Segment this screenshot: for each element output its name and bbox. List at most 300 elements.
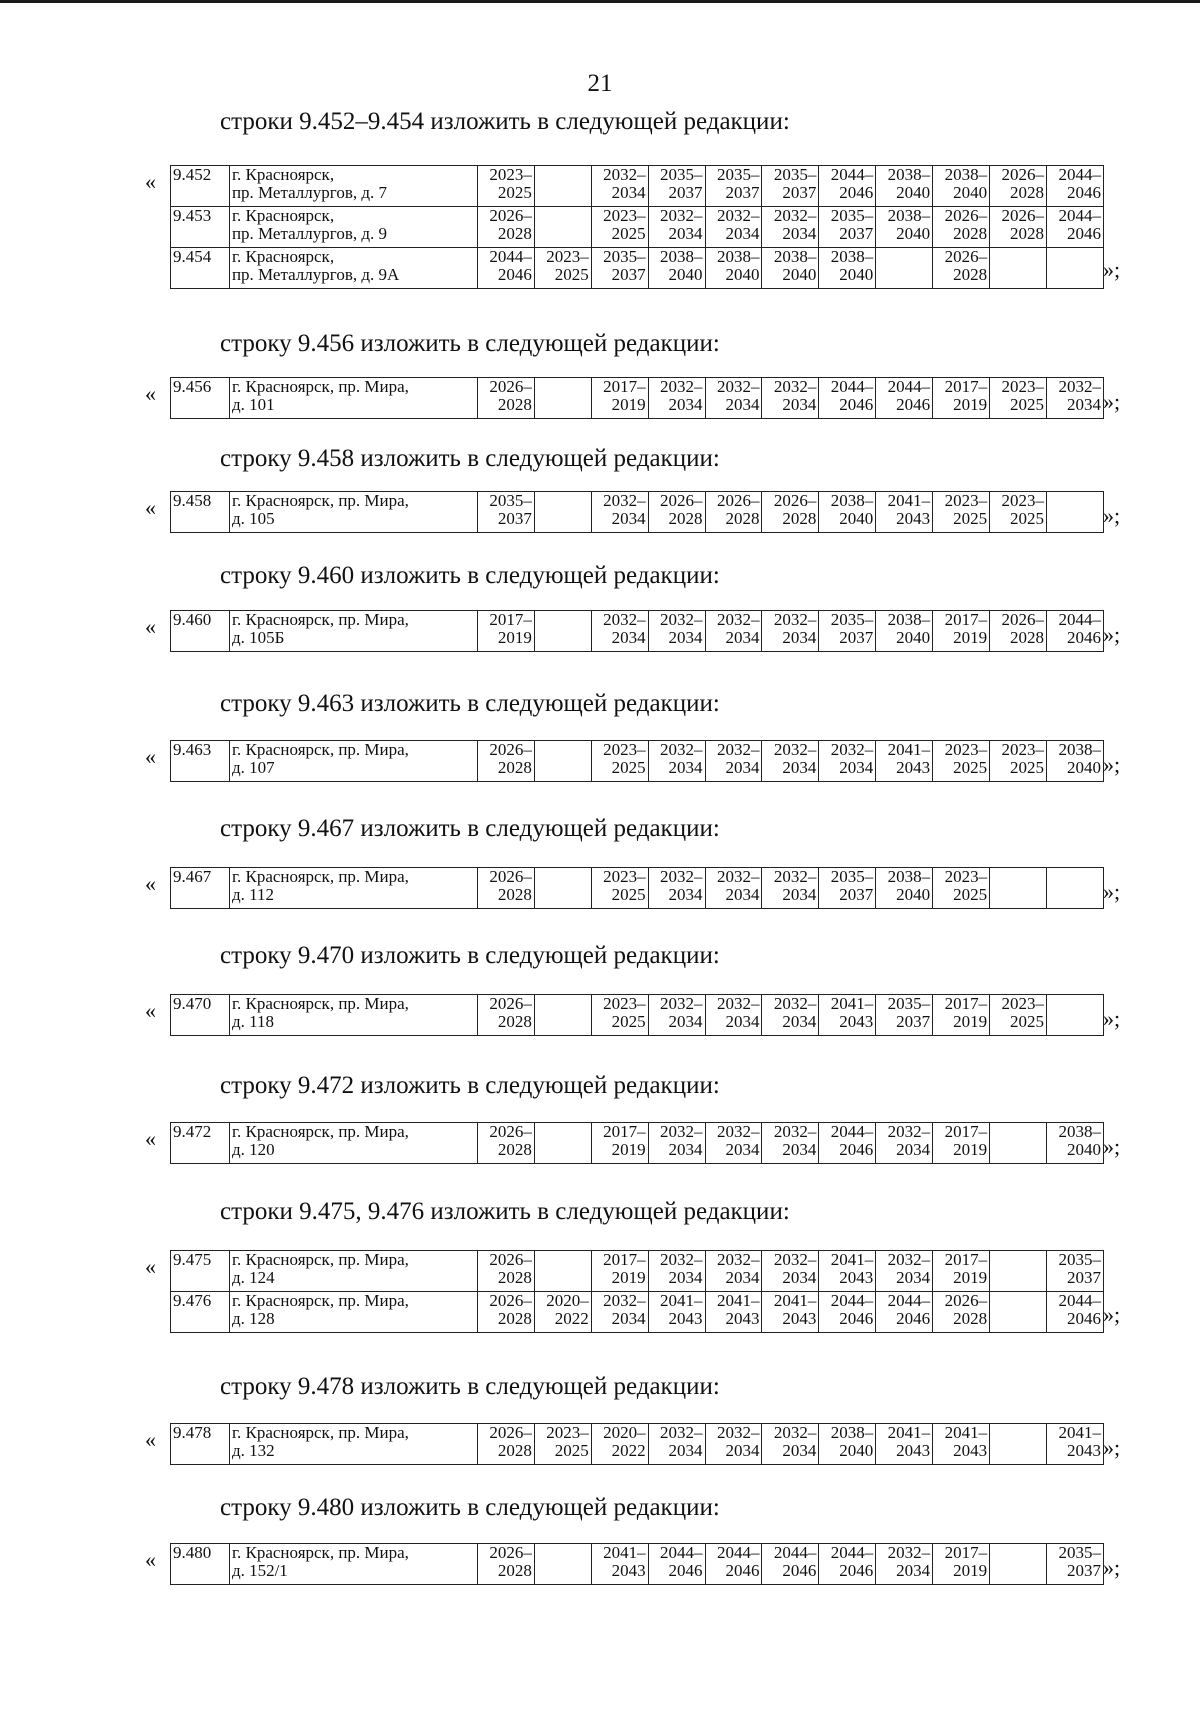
year-end: 2034 [725,1012,760,1032]
year-range-cell [819,1251,876,1292]
year-start: 2032– [887,1250,931,1269]
year-start: 2032– [887,1543,931,1562]
year-range-cell [933,1123,990,1164]
year-end: 2046 [839,1561,874,1581]
year-end: 2040 [839,1441,874,1461]
year-end: 2025 [1009,758,1044,778]
year-start: 2017– [603,1122,646,1141]
year-end: 2034 [611,1309,646,1329]
amendment-table [170,867,1104,909]
row-number-cell: 9.480 [171,1544,230,1585]
table-row [171,741,1104,782]
year-start: 2032– [660,377,703,396]
year-range-cell [1046,1123,1103,1164]
row-number-cell: 9.472 [171,1123,230,1164]
year-range-cell [1046,1544,1103,1585]
year-start: 2032– [716,377,760,396]
row-number-cell: 9.470 [171,995,230,1036]
year-range-cell [591,868,648,909]
year-range-cell [990,1123,1047,1164]
table-row [171,995,1104,1036]
year-start: 2038– [1058,740,1101,759]
year-end: 2043 [839,1012,874,1032]
year-end: 2037 [839,885,874,905]
address-line-1: г. Красноярск, пр. Мира, [231,994,409,1013]
year-range-cell [876,1544,933,1585]
year-range-cell [591,492,648,533]
year-end: 2028 [497,1309,532,1329]
year-end: 2019 [953,628,988,648]
address-line-1: г. Красноярск, пр. Мира, [231,377,409,396]
row-number-cell: 9.454 [171,248,230,289]
year-end: 2034 [668,628,703,648]
closing-quote: »; [1103,503,1121,528]
year-range-cell [1046,1251,1103,1292]
year-range-cell [762,611,819,652]
year-range-cell [933,1544,990,1585]
address-line-1: г. Красноярск, пр. Мира, [231,1122,409,1141]
address-line-2: пр. Металлургов, д. 9 [231,224,387,244]
year-range-cell [876,378,933,419]
year-range-cell [933,492,990,533]
closing-quote: »; [1103,879,1121,904]
year-start: 2044– [830,377,874,396]
year-end: 2034 [668,1441,703,1461]
year-start: 2026– [489,867,532,886]
closing-quote: »; [1103,1302,1121,1327]
year-start: 2020– [546,1291,589,1310]
year-range-cell [534,166,591,207]
address-cell [229,166,477,207]
year-range-cell [933,741,990,782]
year-end: 2046 [1067,183,1101,203]
row-number-cell: 9.460 [171,611,230,652]
year-range-cell [648,1292,705,1333]
year-start: 2032– [716,994,760,1013]
section-heading: строку 9.478 изложить в следующей редакции: [220,1373,720,1400]
year-end: 2034 [782,1012,817,1032]
amendment-table [170,610,1104,652]
amendment-table [170,1543,1104,1585]
year-start: 2026– [489,1122,532,1141]
year-range-cell [990,248,1047,289]
address-cell [229,1424,477,1465]
year-start: 2032– [716,1250,760,1269]
year-range-cell [591,1123,648,1164]
year-end: 2034 [668,758,703,778]
year-range-cell [990,1544,1047,1585]
year-start: 2017– [944,377,988,396]
closing-quote: »; [1103,1555,1121,1580]
year-range-cell [762,1424,819,1465]
year-start: 2032– [773,1423,817,1442]
year-end: 2040 [953,183,988,203]
year-range-cell [477,166,534,207]
amendment-table [170,377,1104,419]
year-end: 2022 [611,1441,646,1461]
year-range-cell [648,248,705,289]
address-line-2: д. 152/1 [231,1561,288,1581]
year-end: 2019 [611,1140,646,1160]
year-start: 2026– [1001,610,1044,629]
year-end: 2034 [611,628,646,648]
year-end: 2028 [1009,224,1044,244]
year-range-cell [648,207,705,248]
year-start: 2032– [660,1423,703,1442]
year-end: 2037 [839,224,874,244]
year-range-cell [819,1123,876,1164]
year-end: 2034 [725,1140,760,1160]
year-end: 2046 [839,395,874,415]
year-start: 2023– [603,867,646,886]
closing-quote: »; [1103,1134,1121,1159]
year-start: 2035– [489,491,532,510]
address-line-2: д. 105Б [231,628,285,648]
table-row [171,1123,1104,1164]
year-range-cell [705,1251,762,1292]
section-heading: строку 9.467 изложить в следующей редакции: [220,815,720,842]
year-end: 2037 [611,265,646,285]
year-range-cell [990,741,1047,782]
year-end: 2028 [782,509,817,529]
year-end: 2043 [896,509,931,529]
year-start: 2023– [603,206,646,225]
year-range-cell [876,1292,933,1333]
year-start: 2026– [660,491,703,510]
year-range-cell [933,248,990,289]
year-range-cell [819,1424,876,1465]
address-line-2: д. 101 [231,395,275,415]
year-range-cell [990,378,1047,419]
table-row [171,378,1104,419]
year-end: 2025 [611,224,646,244]
year-start: 2017– [489,610,532,629]
year-range-cell [1046,868,1103,909]
year-start: 2032– [660,610,703,629]
year-range-cell [705,1544,762,1585]
year-end: 2028 [953,1309,988,1329]
year-end: 2046 [1067,628,1101,648]
year-range-cell [477,492,534,533]
year-start: 2032– [716,610,760,629]
year-range-cell [1046,995,1103,1036]
year-end: 2046 [839,1309,874,1329]
year-range-cell [762,1123,819,1164]
year-end: 2034 [782,395,817,415]
year-end: 2037 [839,628,874,648]
year-range-cell [648,741,705,782]
year-start: 2041– [660,1291,703,1310]
year-range-cell [1046,166,1103,207]
year-start: 2041– [887,1423,931,1442]
year-range-cell [1046,1292,1103,1333]
address-line-2: пр. Металлургов, д. 9А [231,265,400,285]
year-end: 2028 [497,1441,532,1461]
year-range-cell [648,868,705,909]
year-start: 2026– [1001,165,1044,184]
year-start: 2041– [716,1291,760,1310]
year-range-cell [1046,378,1103,419]
year-range-cell [705,995,762,1036]
year-start: 2032– [660,740,703,759]
table-row [171,207,1104,248]
year-start: 2017– [944,1250,988,1269]
year-range-cell [876,1424,933,1465]
table-row [171,1424,1104,1465]
year-end: 2034 [1067,395,1101,415]
year-range-cell [705,166,762,207]
year-start: 2041– [1058,1423,1101,1442]
year-range-cell [933,868,990,909]
section-heading: строку 9.480 изложить в следующей редакции: [220,1494,720,1521]
year-start: 2023– [944,740,988,759]
section-heading: строку 9.470 изложить в следующей редакции: [220,942,720,969]
year-range-cell [990,207,1047,248]
year-start: 2044– [716,1543,760,1562]
year-end: 2043 [725,1309,760,1329]
amendment-table [170,165,1104,289]
closing-quote: »; [1103,1435,1121,1460]
year-start: 2041– [887,740,931,759]
year-range-cell [705,741,762,782]
year-end: 2019 [611,395,646,415]
year-range-cell [819,378,876,419]
year-start: 2017– [603,377,646,396]
year-range-cell [819,611,876,652]
year-start: 2035– [830,206,874,225]
closing-quote: »; [1103,1006,1121,1031]
year-end: 2028 [953,265,988,285]
year-start: 2044– [830,1122,874,1141]
year-range-cell [705,1424,762,1465]
year-start: 2026– [1001,206,1044,225]
address-line-2: пр. Металлургов, д. 7 [231,183,387,203]
address-line-1: г. Красноярск, [231,247,335,266]
year-start: 2035– [1058,1543,1101,1562]
year-start: 2023– [944,491,988,510]
year-start: 2032– [773,377,817,396]
year-start: 2038– [887,165,931,184]
address-cell [229,1292,477,1333]
year-range-cell [648,1544,705,1585]
year-end: 2037 [896,1012,931,1032]
year-start: 2041– [773,1291,817,1310]
year-start: 2026– [489,994,532,1013]
address-line-1: г. Красноярск, пр. Мира, [231,491,409,510]
section-heading: строку 9.463 изложить в следующей редакции: [220,690,720,717]
year-end: 2019 [953,1140,988,1160]
year-range-cell [534,868,591,909]
year-range-cell [819,868,876,909]
page-top-edge [0,0,1200,3]
year-range-cell [705,207,762,248]
year-start: 2032– [603,165,646,184]
year-range-cell [477,1292,534,1333]
year-range-cell [876,611,933,652]
year-range-cell [591,1292,648,1333]
year-start: 2044– [1058,1291,1101,1310]
opening-quote: « [145,1427,156,1452]
year-end: 2037 [782,183,817,203]
year-end: 2046 [1067,224,1101,244]
section-heading: строки 9.475, 9.476 изложить в следующей редакции: [220,1198,790,1225]
year-start: 2026– [489,206,532,225]
year-end: 2025 [1009,1012,1044,1032]
year-end: 2040 [668,265,703,285]
year-start: 2032– [716,740,760,759]
year-start: 2044– [887,377,931,396]
year-end: 2028 [497,885,532,905]
table-row [171,492,1104,533]
year-start: 2026– [489,1291,532,1310]
address-line-1: г. Красноярск, пр. Мира, [231,1543,409,1562]
opening-quote: « [145,1547,156,1572]
year-end: 2043 [1067,1441,1101,1461]
year-end: 2037 [1067,1561,1101,1581]
year-range-cell [591,378,648,419]
year-range-cell [534,1544,591,1585]
year-range-cell [591,1251,648,1292]
year-end: 2034 [611,509,646,529]
year-end: 2025 [611,885,646,905]
year-end: 2043 [839,1268,874,1288]
year-end: 2046 [896,1309,931,1329]
year-range-cell [762,995,819,1036]
year-start: 2044– [830,165,874,184]
year-range-cell [648,378,705,419]
address-line-1: г. Красноярск, [231,165,335,184]
year-end: 2040 [896,183,931,203]
year-end: 2034 [611,183,646,203]
row-number-cell: 9.452 [171,166,230,207]
year-end: 2019 [953,395,988,415]
year-start: 2023– [1001,740,1044,759]
year-range-cell [762,207,819,248]
year-range-cell [591,207,648,248]
section-heading: строку 9.472 изложить в следующей редакции: [220,1072,720,1099]
year-start: 2023– [1001,491,1044,510]
year-range-cell [819,166,876,207]
year-range-cell [591,1424,648,1465]
year-range-cell [705,378,762,419]
year-range-cell [591,166,648,207]
year-range-cell [933,995,990,1036]
year-start: 2032– [660,994,703,1013]
year-start: 2023– [603,740,646,759]
address-line-2: д. 105 [231,509,275,529]
address-cell [229,611,477,652]
year-range-cell [819,492,876,533]
year-range-cell [477,1251,534,1292]
year-end: 2025 [953,509,988,529]
year-range-cell [591,1544,648,1585]
year-end: 2028 [953,224,988,244]
address-line-1: г. Красноярск, пр. Мира, [231,1291,409,1310]
year-range-cell [876,166,933,207]
table-row [171,166,1104,207]
year-end: 2046 [725,1561,760,1581]
year-end: 2046 [896,395,931,415]
amendment-table [170,1122,1104,1164]
year-end: 2034 [896,1140,931,1160]
year-start: 2032– [603,610,646,629]
year-end: 2040 [782,265,817,285]
year-range-cell [477,995,534,1036]
row-number-cell: 9.458 [171,492,230,533]
year-end: 2025 [953,885,988,905]
year-start: 2026– [489,1543,532,1562]
year-start: 2032– [603,491,646,510]
year-end: 2028 [1009,183,1044,203]
year-end: 2025 [953,758,988,778]
year-start: 2035– [887,994,931,1013]
address-line-2: д. 120 [231,1140,275,1160]
year-end: 2040 [839,509,874,529]
year-range-cell [477,248,534,289]
year-end: 2040 [839,265,874,285]
year-start: 2038– [830,491,874,510]
year-start: 2044– [887,1291,931,1310]
year-start: 2017– [944,1543,988,1562]
address-cell [229,492,477,533]
year-range-cell [477,378,534,419]
closing-quote: »; [1103,622,1121,647]
opening-quote: « [145,381,156,406]
table-row [171,1292,1104,1333]
year-start: 2026– [489,377,532,396]
year-start: 2026– [773,491,817,510]
year-start: 2023– [944,867,988,886]
year-start: 2038– [660,247,703,266]
year-range-cell [876,1251,933,1292]
year-range-cell [534,611,591,652]
address-line-1: г. Красноярск, пр. Мира, [231,740,409,759]
year-start: 2035– [660,165,703,184]
year-range-cell [819,1544,876,1585]
year-end: 2034 [782,885,817,905]
table-row [171,1251,1104,1292]
year-range-cell [990,1292,1047,1333]
year-range-cell [990,995,1047,1036]
year-range-cell [477,868,534,909]
year-end: 2034 [725,758,760,778]
year-end: 2034 [668,1012,703,1032]
year-range-cell [705,248,762,289]
year-start: 2032– [773,867,817,886]
year-range-cell [705,1123,762,1164]
year-end: 2034 [725,885,760,905]
year-end: 2025 [611,758,646,778]
year-end: 2028 [497,1012,532,1032]
year-end: 2028 [497,1268,532,1288]
row-number-cell: 9.476 [171,1292,230,1333]
year-range-cell [762,378,819,419]
year-start: 2035– [773,165,817,184]
year-end: 2019 [953,1012,988,1032]
year-range-cell [648,1424,705,1465]
year-range-cell [1046,248,1103,289]
year-start: 2026– [489,1423,532,1442]
year-end: 2034 [896,1268,931,1288]
closing-quote: »; [1103,257,1121,282]
year-end: 2034 [668,395,703,415]
year-range-cell [1046,1424,1103,1465]
year-range-cell [534,1292,591,1333]
year-range-cell [990,166,1047,207]
closing-quote: »; [1103,389,1121,414]
year-end: 2034 [896,1561,931,1581]
opening-quote: « [145,169,156,194]
